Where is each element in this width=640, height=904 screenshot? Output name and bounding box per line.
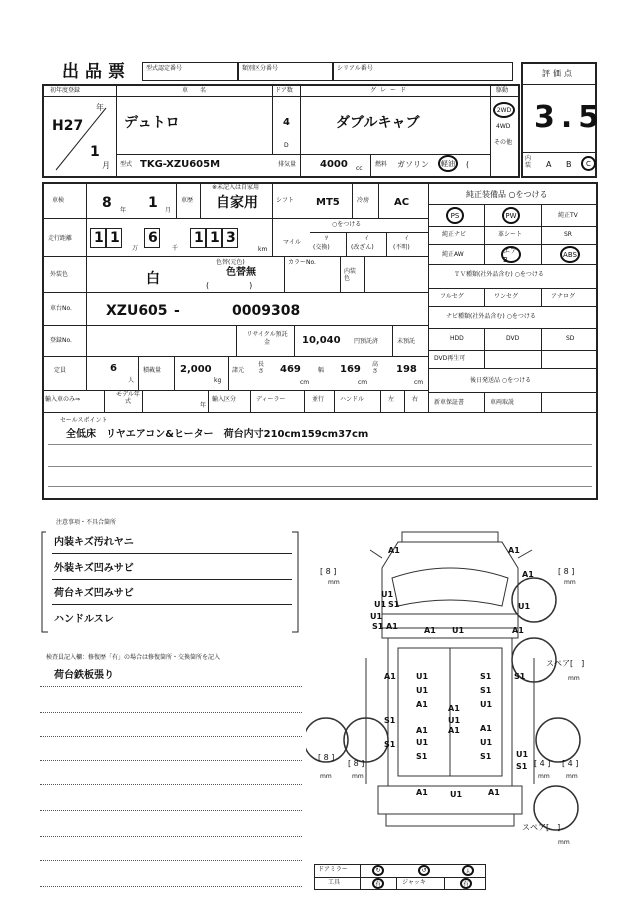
odo-mark-3: ｲ <box>405 235 409 242</box>
load-unit: kg <box>214 377 222 384</box>
odo-digit-1: 1 <box>94 230 104 246</box>
code-15: U1 <box>416 672 429 681</box>
drive-label: 駆動 <box>496 87 509 94</box>
model-year-unit: 年 <box>200 402 207 409</box>
tread-fr-value: 8 <box>563 567 569 576</box>
inspection-month: 1 <box>148 195 158 211</box>
tv-opt-one: ワンセグ <box>494 293 519 300</box>
fuel-opt-other: ( <box>466 160 470 169</box>
spare-tire-1: スペア[ ] <box>546 659 585 668</box>
code-4: U1 <box>381 590 394 599</box>
odo-digit-4: 1 <box>194 230 204 246</box>
tread-rl-value: 8 <box>323 753 329 762</box>
inspection-month-unit: 月 <box>165 207 172 214</box>
shift-label: シフト <box>276 197 295 204</box>
code-19: A1 <box>416 700 428 709</box>
tread-front-right: [ 8 ] <box>558 567 575 576</box>
width-value: 169 <box>340 364 361 375</box>
grade-value: ダブルキャブ <box>336 115 420 131</box>
form-title: 出品票 <box>62 62 131 82</box>
tv-opt-full: フルセグ <box>440 293 464 300</box>
tread-rear-left-outer: [ 8 ] <box>318 753 335 762</box>
odo-opt-tampered: (改ざん) <box>351 244 374 251</box>
ac-value: AC <box>394 197 410 208</box>
jack-mark: 有 <box>460 878 472 889</box>
code-18: S1 <box>480 686 492 695</box>
equipment-title: 純正装備品 ○をつける <box>466 190 548 199</box>
history-value: 自家用 <box>216 195 258 211</box>
odometer-label: 走行距離 <box>48 235 73 242</box>
import-opt-dealer: ディーラー <box>256 396 286 403</box>
tread-rear-left-inner: [ 8 ] <box>348 759 365 768</box>
after-opt-manual: 車両取説 <box>490 399 515 406</box>
odo-mark-note: ○をつける <box>332 221 362 228</box>
dvd-play-label: DVD再生可 <box>434 355 466 362</box>
car-name-value: デュトロ <box>124 115 180 131</box>
mile-label: マイル <box>283 239 301 246</box>
handle-label: ハンドル <box>340 396 365 403</box>
nav-opt-dvd: DVD <box>506 335 520 342</box>
type-cert-label: 型式認定番号 <box>146 65 183 72</box>
code-29: U1 <box>480 738 493 747</box>
truck-diagram <box>306 528 606 868</box>
chassis-number: 0009308 <box>232 303 301 319</box>
model-label: 型式 <box>120 161 133 168</box>
import-opt-parallel: 並行 <box>312 396 325 403</box>
date-slash <box>46 100 112 174</box>
equip-sr: SR <box>564 231 572 238</box>
tread-rear-right-inner: [ 4 ] <box>534 759 551 768</box>
equip-abs: ABS <box>560 246 580 263</box>
odo-man-unit: 万 <box>132 245 139 252</box>
height-label: 高さ <box>372 361 379 375</box>
code-13: A1 <box>512 626 524 635</box>
dims-label: 諸元 <box>232 367 245 374</box>
month-mark: 月 <box>102 161 110 170</box>
model-value: TKG-XZU605M <box>140 159 221 170</box>
recycle-label: リサイクル預託金 <box>246 331 288 346</box>
first-reg-label: 初年度登録 <box>50 87 81 94</box>
equip-navi: 純正ナビ <box>442 231 467 238</box>
displacement-value: 4000 <box>320 159 348 170</box>
odo-opt-unknown: (不明) <box>393 244 410 251</box>
odo-digit-2: 1 <box>110 230 120 246</box>
code-3: A1 <box>522 570 534 579</box>
interior-opt-b: B <box>566 160 572 169</box>
code-7: U1 <box>370 612 383 621</box>
after-ship-title: 後日発送品 ○をつける <box>470 377 532 384</box>
code-1: A1 <box>388 546 400 555</box>
code-12: U1 <box>518 602 531 611</box>
car-name-label: 車 名 <box>182 87 210 94</box>
tread-rli-value: 8 <box>353 759 359 768</box>
code-36: U1 <box>450 790 463 799</box>
load-value: 2,000 <box>180 364 212 375</box>
odo-mark-1: ｦ <box>325 235 329 242</box>
odo-sen-unit: 千 <box>172 245 179 252</box>
mirror-mark-1: ↻ <box>372 865 384 876</box>
recycle-paid: 円預託済 <box>354 338 379 345</box>
odo-km-unit: km <box>258 246 268 253</box>
displacement-label: 排気量 <box>278 161 297 168</box>
after-opt-warranty: 新車保証書 <box>434 399 465 406</box>
int-color-label: 内装色 <box>344 268 357 283</box>
tools-mark: 有 <box>372 878 384 889</box>
tread-rrb-unit: mm <box>566 773 578 780</box>
length-label: 長さ <box>258 361 265 375</box>
tread-rear-right-outer: [ 4 ] <box>562 759 579 768</box>
note-item-3: 荷台キズ凹みサビ <box>54 588 134 599</box>
chassis-dash: - <box>174 303 180 319</box>
drive-opt-2wd: 2WD <box>493 102 515 118</box>
code-24: S1 <box>384 716 396 725</box>
inspector-label: 検査員記入欄：修復歴「有」の場合は修復箇所・交換箇所を記入 <box>46 654 221 661</box>
code-2: A1 <box>508 546 520 555</box>
ext-color-value: 白 <box>146 271 160 287</box>
mirror-label: ドアミラー <box>318 866 348 873</box>
code-33: S1 <box>516 762 528 771</box>
code-20: A1 <box>448 704 460 713</box>
width-unit: cm <box>358 379 368 386</box>
length-value: 469 <box>280 364 301 375</box>
odo-digit-3: 6 <box>148 230 158 246</box>
nav-opt-sd: SD <box>566 335 575 342</box>
tv-opt-analog: アナログ <box>551 293 576 300</box>
history-note: ※未記入は自家用 <box>212 184 260 191</box>
serial-label: シリアル番号 <box>337 65 373 72</box>
color-no-label: カラーNo. <box>288 259 316 266</box>
mirror-mark-2: ↺ <box>418 865 430 876</box>
length-unit: cm <box>300 379 310 386</box>
note-item-2: 外装キズ凹みサビ <box>54 563 134 574</box>
sales-points-label: セールスポイント <box>60 417 108 424</box>
sales-points-text: 全低床 リヤエアコン&ヒーター 荷台内寸210cm159cm37cm <box>66 429 369 440</box>
class-label: 類別区分番号 <box>242 65 279 72</box>
code-27: U1 <box>416 738 429 747</box>
odo-digit-6: 3 <box>226 230 236 246</box>
interior-label: 内装 <box>525 155 532 169</box>
code-21: U1 <box>480 700 493 709</box>
history-label: 車歴 <box>181 197 194 204</box>
code-6: S1 <box>388 600 400 609</box>
handle-opt-right: 右 <box>412 396 419 403</box>
interior-opt-c: C <box>581 156 596 171</box>
fuel-label: 燃料 <box>375 161 388 168</box>
recycle-value: 10,040 <box>302 335 341 346</box>
height-value: 198 <box>396 364 417 375</box>
tread-rli-unit: mm <box>352 773 364 780</box>
drive-opt-other: その他 <box>494 139 513 146</box>
code-25: A1 <box>448 726 460 735</box>
tread-fl-unit: mm <box>328 579 340 586</box>
fuel-opt-diesel: 軽油 <box>438 155 458 172</box>
nav-title: ナビ種類(社外品含む) ○をつける <box>446 313 536 320</box>
tread-rra-value: 4 <box>539 759 545 768</box>
capacity-value: 6 <box>110 363 117 374</box>
grade-label: グレード <box>370 87 411 94</box>
code-28: S1 <box>416 752 428 761</box>
load-label: 積載量 <box>143 367 162 374</box>
doors-suffix: D <box>284 142 289 149</box>
odo-digit-5: 1 <box>210 230 220 246</box>
note-item-1: 内装キズ汚れヤニ <box>54 537 134 548</box>
model-year-label: モデル年式 <box>116 391 140 405</box>
code-16: U1 <box>416 686 429 695</box>
code-35: A1 <box>488 788 500 797</box>
note-item-4: ハンドルスレ <box>54 614 114 625</box>
chassis-prefix: XZU605 <box>106 303 168 319</box>
repaint-label: 色替(元色) <box>216 259 245 266</box>
interior-opt-a: A <box>546 160 552 169</box>
year-mark: 年 <box>96 103 104 112</box>
spare-tire-2: スペア[ ] <box>522 823 561 832</box>
tread-rrb-value: 4 <box>567 759 573 768</box>
code-23: S1 <box>514 672 526 681</box>
code-17: S1 <box>480 672 492 681</box>
tread-front-left: [ 8 ] <box>320 567 337 576</box>
tread-fr-unit: mm <box>564 579 576 586</box>
capacity-unit: 人 <box>128 377 135 384</box>
code-34: A1 <box>416 788 428 797</box>
tread-rra-unit: mm <box>538 773 550 780</box>
ext-color-label: 外装色 <box>50 271 69 278</box>
code-31: A1 <box>480 724 492 733</box>
import-class-label: 輸入区分 <box>212 396 237 403</box>
repaint-value: 色替無 <box>226 267 256 278</box>
code-5: U1 <box>374 600 387 609</box>
width-label: 幅 <box>318 367 325 374</box>
equip-aw: 純正AW <box>442 251 464 258</box>
repaint-paren: ( ) <box>206 281 253 290</box>
spare2-label: スペア <box>522 823 546 832</box>
rating-value: 3.5 <box>534 100 606 135</box>
fuel-opt-gas: ガソリン <box>397 160 429 169</box>
chassis-label: 車台No. <box>50 305 72 312</box>
first-reg-year: H27 <box>52 118 84 134</box>
equip-pw: PW <box>502 207 520 224</box>
inspection-label: 車検 <box>52 197 65 204</box>
capacity-label: 定員 <box>54 367 67 374</box>
inspector-text: 荷台鉄板張り <box>54 670 114 681</box>
equip-ps: PS <box>446 207 464 224</box>
equip-leather: 革シート <box>498 231 523 238</box>
height-unit: cm <box>414 379 424 386</box>
inspection-year-unit: 年 <box>120 207 127 214</box>
code-22: U1 <box>448 716 461 725</box>
code-11: U1 <box>452 626 465 635</box>
doors-label: ドア数 <box>275 87 293 94</box>
inspection-year: 8 <box>102 195 112 211</box>
first-reg-month: 1 <box>90 144 100 160</box>
tools-label: 工具 <box>328 879 341 886</box>
equip-tv: 純正TV <box>558 212 578 219</box>
odo-opt-replaced: (交換) <box>313 244 330 251</box>
jack-label: ジャッキ <box>402 879 426 886</box>
odo-mark-2: ｲ <box>365 235 369 242</box>
nav-opt-hdd: HDD <box>450 335 464 342</box>
spare1-label: スペア <box>546 659 570 668</box>
tv-title: ＴＶ種類(社外品含む) ○をつける <box>454 271 544 278</box>
code-32: U1 <box>516 750 529 759</box>
import-label: 輸入車のみ⇒ <box>45 396 81 403</box>
code-26: A1 <box>416 726 428 735</box>
code-37: S1 <box>384 740 396 749</box>
ac-label: 冷房 <box>357 197 370 204</box>
tread-fl-value: 8 <box>325 567 331 576</box>
cc-unit: cc <box>356 165 363 172</box>
doors-value: 4 <box>283 117 290 128</box>
equip-airbag: エアB <box>501 246 521 263</box>
spare2-unit: mm <box>558 839 570 846</box>
tread-rl-unit: mm <box>320 773 332 780</box>
code-10: A1 <box>424 626 436 635</box>
code-8: S1 <box>372 622 384 631</box>
shift-value: MT5 <box>316 197 340 208</box>
rating-label: 評価点 <box>542 69 575 78</box>
mirror-mark-3: ﾑ <box>462 865 474 876</box>
notes-label: 注意事項・不具合箇所 <box>56 519 117 526</box>
reg-no-label: 登録No. <box>50 337 72 344</box>
spare1-unit: mm <box>568 675 580 682</box>
code-14: A1 <box>384 672 396 681</box>
drive-opt-4wd: 4WD <box>496 123 511 130</box>
recycle-unpaid: 未預託 <box>397 338 416 345</box>
code-30: S1 <box>480 752 492 761</box>
code-9: A1 <box>386 622 398 631</box>
handle-opt-left: 左 <box>388 396 395 403</box>
